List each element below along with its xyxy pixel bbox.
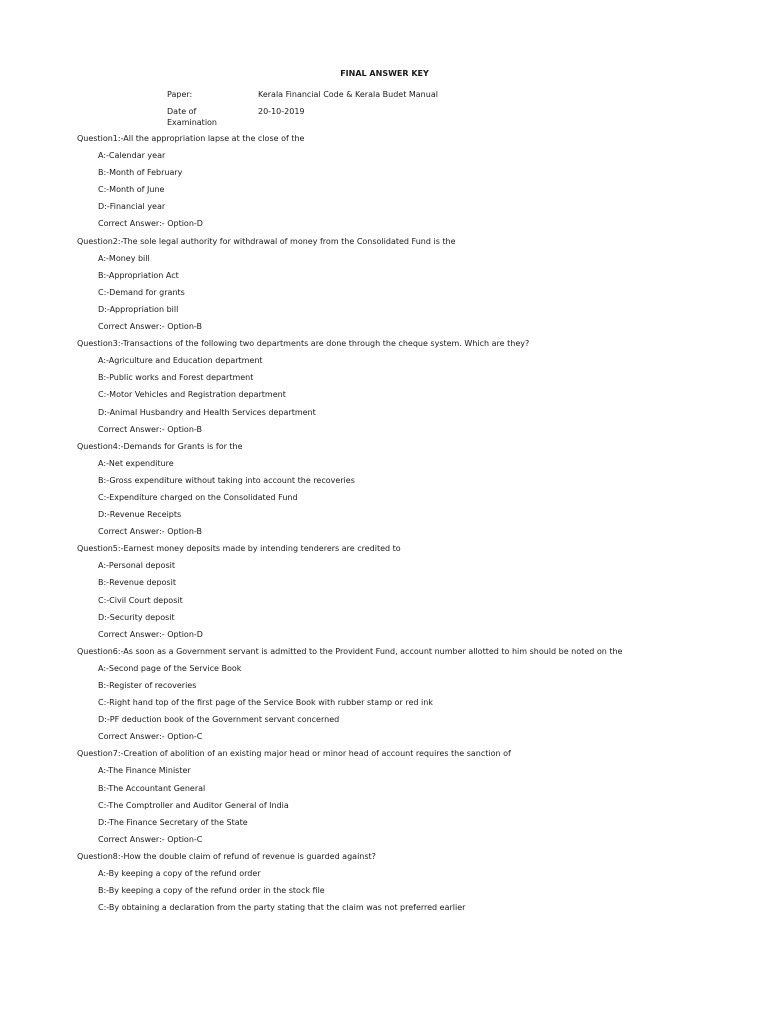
answer-option: B:-Revenue deposit: [98, 578, 176, 588]
answer-option: B:-Month of February: [98, 168, 183, 178]
answer-option: B:-By keeping a copy of the refund order in the stock file: [98, 886, 325, 896]
answer-option: A:-By keeping a copy of the refund order: [98, 869, 261, 879]
answer-option: A:-Money bill: [98, 253, 150, 263]
answer-option: A:-Personal deposit: [98, 561, 175, 571]
answer-option: C:-Month of June: [98, 185, 165, 195]
answer-option: B:-The Accountant General: [98, 783, 206, 793]
question-block: [77, 338, 757, 441]
answer-option: D:-Animal Husbandry and Health Services department: [98, 407, 316, 417]
date-value: 20-10-2019: [258, 107, 305, 116]
correct-answer: Correct Answer:- Option-B: [98, 322, 202, 332]
answer-option: A:-Calendar year: [98, 151, 166, 161]
question-block: [77, 748, 757, 851]
answer-option: D:-Financial year: [98, 202, 166, 212]
correct-answer: Correct Answer:- Option-C: [98, 732, 203, 742]
correct-answer: Correct Answer:- Option-B: [98, 527, 202, 537]
question-block: [77, 851, 757, 919]
question-block: [77, 133, 757, 236]
paper-value: Kerala Financial Code & Kerala Budet Manual: [258, 90, 438, 99]
answer-option: B:-Appropriation Act: [98, 270, 179, 280]
date-label: [167, 106, 258, 128]
answer-option: D:-Appropriation bill: [98, 304, 179, 314]
question-text: Question7:-Creation of abolition of an existing major head or minor head of account requires the sanction of: [77, 749, 511, 759]
question-text: Question8:-How the double claim of refund of revenue is guarded against?: [77, 851, 376, 861]
question-text: Question3:-Transactions of the following two departments are done through the cheque system. Which are they?: [77, 339, 530, 349]
answer-option: D:-PF deduction book of the Government servant concerned: [98, 715, 340, 725]
answer-option: C:-Right hand top of the first page of the Service Book with rubber stamp or red ink: [98, 698, 433, 708]
answer-option: A:-Second page of the Service Book: [98, 663, 242, 673]
answer-option: A:-Net expenditure: [98, 458, 174, 468]
question-text: Question2:-The sole legal authority for withdrawal of money from the Consolidated Fund is the: [77, 236, 456, 246]
answer-option: B:-Public works and Forest department: [98, 373, 254, 383]
answer-option: C:-Demand for grants: [98, 287, 185, 297]
answer-option: C:-By obtaining a declaration from the party stating that the claim was not preferred earlier: [98, 903, 466, 913]
exam-meta: [167, 89, 438, 128]
correct-answer: Correct Answer:- Option-D: [98, 629, 203, 639]
question-text: Question4:-Demands for Grants is for the: [77, 441, 243, 451]
date-label-line2: Examination: [167, 118, 218, 127]
paper-row: [167, 89, 438, 100]
paper-label: Paper:: [167, 90, 193, 99]
question-block: [77, 543, 757, 646]
answer-option: D:-Security deposit: [98, 612, 175, 622]
question-text: Question1:-All the appropriation lapse at the close of the: [77, 134, 305, 143]
answer-option: B:-Register of recoveries: [98, 681, 197, 690]
page-title: FINAL ANSWER KEY: [340, 69, 429, 78]
answer-option: D:-The Finance Secretary of the State: [98, 817, 248, 827]
question-block: [77, 236, 757, 339]
answer-option: C:-Civil Court deposit: [98, 595, 183, 605]
correct-answer: Correct Answer:- Option-B: [98, 424, 202, 434]
correct-answer: Correct Answer:- Option-C: [98, 834, 203, 844]
answer-option: B:-Gross expenditure without taking into account the recoveries: [98, 475, 355, 485]
question-list: [77, 133, 757, 919]
answer-option: C:-Expenditure charged on the Consolidated Fund: [98, 492, 298, 502]
answer-option: C:-Motor Vehicles and Registration department: [98, 390, 286, 400]
question-block: [77, 441, 757, 544]
question-block: [77, 646, 757, 749]
date-label-line1: Date of: [167, 107, 197, 116]
answer-option: A:-The Finance Minister: [98, 766, 191, 776]
answer-option: D:-Revenue Receipts: [98, 510, 182, 520]
date-row: [167, 106, 438, 128]
answer-option: A:-Agriculture and Education department: [98, 356, 263, 366]
answer-option: C:-The Comptroller and Auditor General of India: [98, 800, 289, 810]
correct-answer: Correct Answer:- Option-D: [98, 219, 203, 229]
question-text: Question6:-As soon as a Government servant is admitted to the Provident Fund, account number allotted to him should be noted on the: [77, 646, 623, 656]
question-text: Question5:-Earnest money deposits made by intending tenderers are credited to: [77, 544, 401, 554]
